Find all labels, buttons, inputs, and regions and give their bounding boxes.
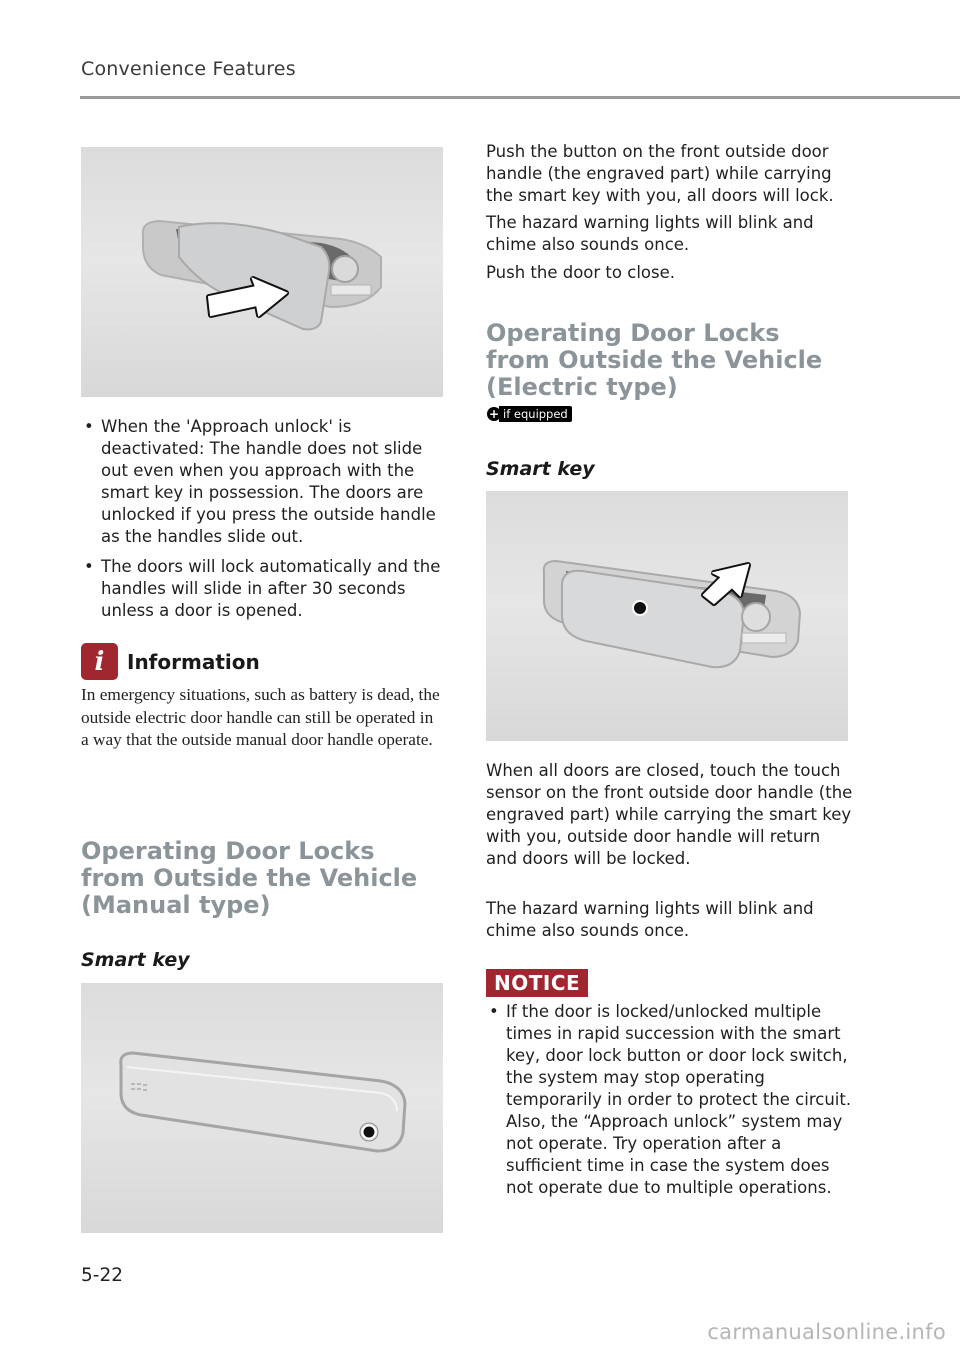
manual-door-handle-illustration	[81, 983, 443, 1233]
page-header-title: Convenience Features	[81, 58, 296, 80]
manual-type-section-title: Operating Door Locks from Outside the Vehicle (Manual type)	[81, 837, 418, 919]
if-equipped-label: if equipped	[499, 406, 572, 422]
push-door-paragraph: Push the door to close.	[486, 263, 675, 282]
notice-bullet-rapid-lock: • If the door is locked/unlocked multiple times in rapid succession with the smart key, door lock button or door lock switch, the system may stop operating temporarily in order to protect the circuit. Also, the “Approach unlock” system may not operate. Try operation after a sufficient time in case the system does not operate due to multiple operations.	[489, 1002, 852, 1197]
electric-smart-key-subtitle: Smart key	[486, 458, 595, 480]
notice-label: NOTICE	[486, 969, 588, 997]
information-icon: i	[81, 643, 118, 680]
bullet-approach-unlock-deactivated: • When the 'Approach unlock' is deactivated: The handle does not slide out even when you approach with the smart key in possession. The doors are unlocked if you press the outside handle as the handles slide out.	[84, 417, 436, 546]
manual-smart-key-subtitle: Smart key	[81, 949, 190, 971]
page-number: 5-22	[81, 1265, 123, 1286]
notice-bullets	[486, 1001, 856, 1207]
approach-unlock-bullets	[81, 416, 443, 630]
information-header	[81, 643, 260, 680]
door-handle-slide-out-image	[81, 147, 443, 397]
bullet-auto-lock: • The doors will lock automatically and the handles will slide in after 30 seconds unless a door is opened.	[84, 557, 441, 620]
information-title: Information	[127, 649, 260, 674]
header-divider	[80, 96, 960, 99]
electric-type-section-title: Operating Door Locks from Outside the Vehicle (Electric type)	[486, 319, 823, 401]
hazard-lights-paragraph-1: The hazard warning lights will blink and chime also sounds once.	[486, 213, 814, 254]
push-button-paragraph: Push the button on the front outside door handle (the engraved part) while carrying the smart key with you, all doors will lock.	[486, 142, 834, 205]
information-body: In emergency situations, such as battery is dead, the outside electric door handle can still be operated in a way that the outside manual door handle operate.	[81, 685, 440, 749]
if-equipped-badge	[487, 406, 572, 422]
electric-door-handle-image	[486, 491, 848, 741]
electric-door-handle-illustration	[486, 491, 848, 741]
touch-sensor-paragraph: When all doors are closed, touch the touch sensor on the front outside door handle (the engraved part) while carrying the smart key with you, outside door handle will return and doors will be locked.	[486, 761, 853, 868]
watermark: carmanualsonline.info	[707, 1320, 946, 1344]
hazard-lights-paragraph-2: The hazard warning lights will blink and chime also sounds once.	[486, 899, 814, 940]
door-handle-slide-out-illustration	[81, 147, 443, 397]
manual-door-handle-image	[81, 983, 443, 1233]
plus-icon: +	[488, 407, 500, 421]
